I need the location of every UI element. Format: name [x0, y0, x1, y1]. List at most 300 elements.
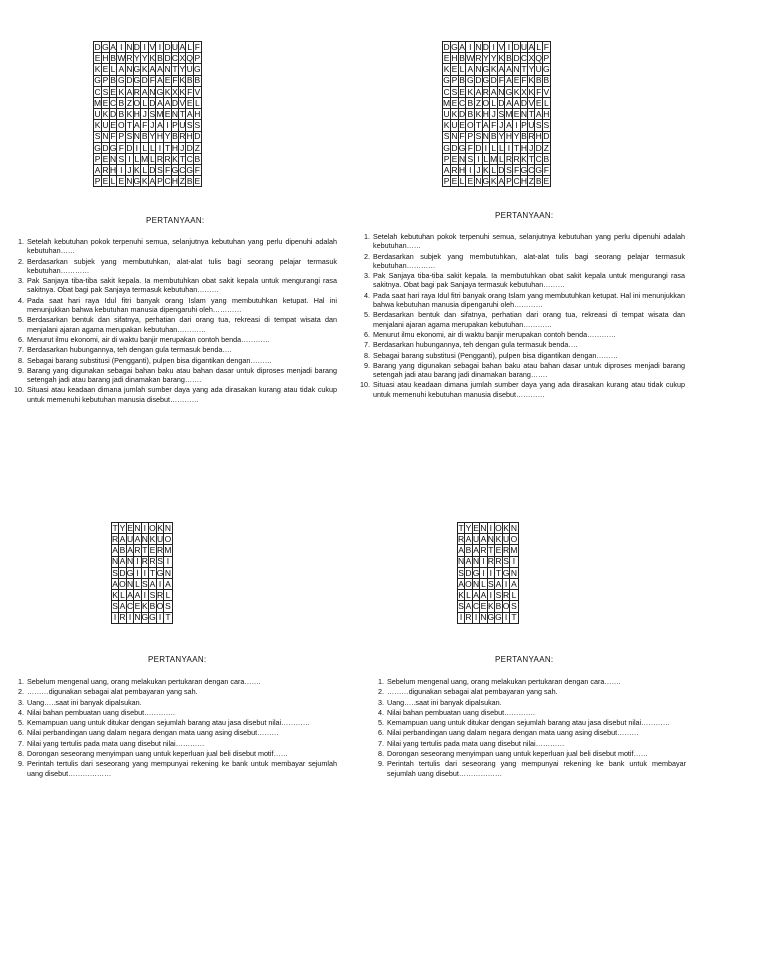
grid-cell: T — [495, 567, 502, 578]
grid-cell: Y — [119, 522, 126, 533]
grid-cell: A — [157, 75, 163, 86]
grid-cell: T — [126, 120, 133, 131]
grid-cell: S — [498, 108, 505, 119]
grid-cell: N — [126, 176, 133, 187]
question-number: 2. — [18, 687, 24, 697]
grid-cell: B — [194, 153, 201, 164]
grid-cell: A — [133, 120, 140, 131]
grid-cell: K — [157, 522, 163, 533]
grid-cell: A — [511, 578, 517, 589]
grid-cell: D — [164, 53, 171, 64]
grid-cell: S — [112, 601, 118, 612]
grid-cell: C — [535, 153, 542, 164]
grid-cell: P — [102, 75, 109, 86]
grid-cell: Y — [513, 131, 520, 142]
question-item — [12, 296, 337, 315]
grid-cell: F — [513, 164, 520, 175]
grid-cell: A — [119, 534, 126, 545]
grid-cell: B — [543, 153, 550, 164]
grid-cell: Y — [482, 53, 489, 64]
grid-cell: A — [112, 578, 118, 589]
grid-cell: T — [521, 64, 527, 75]
grid-cell: D — [164, 41, 171, 52]
grid-cell: A — [134, 589, 141, 600]
question-item — [12, 335, 337, 344]
question-text: Perintah tertulis dari seseorang yang mempunyai rekening ke bank untuk membayar sejumlah uang disebut……………… — [27, 759, 337, 778]
question-text: Berdasarkan hubungannya, teh dengan gula termasuk benda…. — [373, 340, 578, 350]
grid-cell: E — [543, 176, 550, 187]
grid-cell: E — [127, 522, 133, 533]
grid-cell: A — [165, 578, 171, 589]
grid-cell: S — [157, 164, 163, 175]
grid-cell: K — [528, 86, 535, 97]
grid-cell: O — [467, 120, 474, 131]
grid-cell: K — [141, 176, 148, 187]
grid-cell: K — [498, 53, 505, 64]
grid-cell: S — [149, 589, 156, 600]
grid-cell: U — [473, 534, 480, 545]
grid-cell: L — [194, 97, 200, 108]
grid-cell: U — [157, 534, 164, 545]
grid-cell: T — [112, 522, 118, 533]
grid-cell: I — [487, 523, 495, 534]
grid-cell: O — [156, 601, 164, 612]
grid-cell: R — [102, 164, 109, 175]
grid-cell: P — [467, 131, 474, 142]
grid-cell: X — [172, 86, 178, 97]
question-item — [358, 361, 685, 380]
question-text: Nilai bahan pembuatan uang disebut…………. — [387, 707, 535, 717]
grid-cell: H — [171, 142, 178, 153]
grid-cell: B — [535, 75, 542, 86]
question-item — [358, 291, 685, 310]
grid-cell: P — [443, 176, 450, 187]
grid-cell: E — [473, 522, 479, 533]
grid-cell: S — [165, 601, 171, 612]
grid-cell: U — [443, 108, 450, 119]
grid-cell: A — [535, 108, 542, 119]
grid-cell: S — [495, 589, 502, 600]
grid-cell: G — [94, 142, 101, 153]
grid-cell: R — [475, 53, 482, 64]
grid-cell: A — [134, 534, 141, 545]
grid-cell: K — [475, 108, 482, 119]
grid-cell: K — [488, 601, 494, 612]
grid-cell: O — [495, 522, 502, 533]
grid-cell: C — [94, 86, 101, 97]
grid-cell: F — [172, 75, 178, 86]
grid-cell: N — [164, 64, 171, 75]
grid-cell: T — [149, 567, 156, 578]
question-text: Sebagai barang substitusi (Pengganti), pulpen bisa digantikan dengan……… — [27, 355, 272, 365]
grid-cell: M — [510, 545, 518, 556]
grid-cell: S — [506, 164, 512, 175]
question-text: Pada saat hari raya Idul fitri banyak orang Islam yang membutuhkan ketupat. Hal ini menunjukkan bahwa kebutuhan manusia dipengaruhi oleh………… — [27, 295, 337, 315]
grid-cell: L — [511, 589, 517, 600]
grid-cell: O — [118, 120, 125, 131]
grid-cell: C — [171, 53, 178, 64]
grid-cell: F — [491, 120, 497, 131]
question-text: ………digunakan sebagai alat pembayaran yang sah. — [387, 687, 558, 697]
question-text: Nilai bahan pembuatan uang disebut…………. — [27, 707, 175, 717]
grid-cell: X — [521, 86, 527, 97]
grid-cell: D — [194, 131, 201, 142]
grid-cell: K — [482, 164, 489, 175]
grid-cell: B — [118, 108, 125, 119]
grid-cell: N — [164, 522, 172, 533]
grid-cell: B — [467, 97, 474, 108]
grid-row — [443, 131, 551, 142]
grid-cell: B — [149, 601, 156, 612]
grid-cell: K — [149, 53, 156, 64]
question-item — [372, 739, 686, 748]
question-item — [372, 677, 686, 686]
grid-cell: L — [491, 97, 497, 108]
grid-cell: Z — [179, 176, 185, 187]
question-text: Perintah tertulis dari seseorang yang mempunyai rekening ke bank untuk membayar sejumlah uang disebut……………… — [387, 759, 686, 778]
grid-cell: S — [511, 601, 517, 612]
grid-cell: G — [102, 41, 109, 52]
grid-cell: C — [443, 86, 450, 97]
grid-cell: G — [156, 86, 164, 97]
grid-cell: L — [498, 142, 504, 153]
grid-cell: P — [118, 131, 125, 142]
grid-cell: D — [535, 142, 542, 153]
grid-cell: I — [490, 42, 498, 53]
grid-cell: K — [490, 64, 497, 75]
question-text: Pak Sanjaya tiba-tiba sakit kepala. Ia membutuhkan obat sakit kepala untuk mengurangi rasa sakitnya. Obat bagi pak Sanjaya termasuk kebutuhan……… — [27, 276, 337, 295]
grid-cell: S — [186, 120, 193, 131]
grid-cell: F — [118, 142, 124, 153]
grid-cell: E — [102, 176, 109, 187]
question-text: Kemampuan uang untuk ditukar dengan sejumlah barang atau jasa disebut nilai………… — [387, 718, 670, 728]
grid-cell: S — [112, 567, 118, 578]
grid-cell: R — [487, 556, 494, 567]
grid-row — [94, 153, 202, 164]
grid-row — [458, 578, 519, 589]
grid-cell: T — [528, 108, 534, 119]
grid-cell: G — [505, 86, 513, 97]
question-item — [12, 687, 337, 696]
grid-cell: H — [102, 53, 109, 64]
grid-cell: D — [149, 164, 156, 175]
grid-cell: K — [118, 86, 125, 97]
grid-cell: I — [482, 142, 490, 153]
grid-cell: R — [465, 612, 472, 623]
grid-cell: F — [164, 164, 171, 175]
grid-cell: D — [186, 142, 193, 153]
grid-cell: I — [466, 42, 475, 53]
question-list — [358, 232, 685, 400]
grid-cell: K — [142, 601, 148, 612]
grid-cell: U — [535, 64, 542, 75]
question-item — [358, 232, 685, 251]
grid-cell: G — [194, 64, 201, 75]
grid-cell: A — [513, 97, 520, 108]
grid-cell: M — [94, 97, 102, 108]
question-text: Sebelum mengenal uang, orang melakukan pertukaran dengan cara……. — [387, 677, 621, 686]
grid-cell: R — [482, 86, 489, 97]
grid-row — [94, 131, 202, 142]
grid-cell: A — [127, 589, 133, 600]
grid-cell: I — [475, 153, 482, 164]
grid-cell: J — [491, 108, 496, 119]
grid-row — [458, 601, 519, 612]
grid-row — [94, 64, 202, 75]
grid-cell: W — [117, 53, 126, 64]
grid-cell: B — [543, 75, 550, 86]
question-item — [372, 708, 686, 717]
grid-cell: K — [490, 176, 497, 187]
grid-cell: P — [194, 53, 201, 64]
grid-cell: Y — [490, 53, 497, 64]
grid-cell: D — [475, 75, 482, 86]
question-number: 2. — [378, 687, 384, 697]
grid-cell: S — [458, 601, 464, 612]
grid-cell: D — [133, 41, 140, 52]
grid-cell: E — [451, 176, 458, 187]
grid-cell: I — [126, 612, 134, 623]
question-item — [12, 276, 337, 295]
grid-cell: T — [513, 142, 520, 153]
grid-row — [443, 75, 551, 86]
grid-cell: H — [186, 131, 193, 142]
grid-cell: F — [194, 41, 200, 52]
grid-cell: C — [458, 97, 466, 108]
grid-cell: H — [133, 108, 140, 119]
grid-cell: E — [467, 176, 474, 187]
grid-cell: L — [481, 578, 486, 589]
grid-cell: E — [451, 64, 458, 75]
grid-cell: P — [172, 120, 178, 131]
grid-cell: M — [505, 108, 513, 119]
grid-cell: B — [157, 53, 163, 64]
grid-cell: R — [157, 545, 164, 556]
grid-cell: U — [503, 534, 510, 545]
question-text: Pada saat hari raya Idul fitri banyak orang Islam yang membutuhkan ketupat. Hal ini menunjukkan bahwa kebutuhan manusia dipengaruhi oleh………… — [373, 290, 685, 310]
grid-cell: Z — [126, 97, 133, 108]
question-number: 8. — [364, 350, 370, 360]
word-search-grid — [457, 522, 519, 624]
grid-row — [443, 153, 551, 164]
grid-cell: A — [157, 97, 163, 108]
grid-cell: A — [186, 108, 193, 119]
question-list — [12, 237, 337, 405]
question-list — [372, 677, 686, 779]
grid-cell: E — [186, 97, 193, 108]
grid-cell: S — [467, 153, 474, 164]
question-item — [372, 687, 686, 696]
grid-cell: N — [475, 41, 482, 52]
grid-cell: R — [528, 131, 535, 142]
grid-cell: U — [528, 120, 535, 131]
grid-cell: K — [528, 75, 535, 86]
grid-cell: A — [528, 41, 535, 52]
grid-cell: A — [164, 97, 171, 108]
grid-row — [94, 86, 202, 97]
grid-cell: N — [127, 578, 134, 589]
grid-cell: I — [134, 556, 141, 567]
grid-cell: B — [186, 176, 193, 187]
grid-row — [443, 176, 551, 187]
questions-title: PERTANYAAN: — [495, 211, 554, 220]
grid-cell: A — [149, 64, 156, 75]
grid-cell: H — [194, 108, 201, 119]
grid-cell: I — [141, 523, 149, 534]
grid-row — [443, 53, 551, 64]
question-number: 3. — [364, 271, 370, 281]
grid-cell: D — [94, 41, 101, 52]
question-number: 6. — [18, 334, 24, 344]
question-number: 9. — [378, 759, 384, 769]
grid-cell: L — [543, 97, 549, 108]
grid-row — [94, 75, 202, 86]
question-item — [12, 677, 337, 686]
grid-cell: P — [94, 153, 101, 164]
question-text: Pak Sanjaya tiba-tiba sakit kepala. Ia membutuhkan obat sakit kepala untuk mengurangi rasa sakitnya. Obat bagi pak Sanjaya termasuk kebutuhan……… — [373, 271, 685, 290]
grid-cell: I — [133, 142, 141, 153]
grid-cell: G — [443, 75, 450, 86]
grid-cell: I — [513, 120, 520, 131]
questions-title: PERTANYAAN: — [148, 655, 207, 664]
grid-cell: L — [142, 142, 148, 153]
grid-cell: E — [110, 120, 116, 131]
grid-cell: N — [109, 153, 117, 164]
grid-cell: E — [495, 545, 502, 556]
grid-cell: G — [520, 164, 528, 175]
grid-cell: B — [110, 53, 116, 64]
grid-cell: F — [467, 142, 473, 153]
grid-cell: N — [458, 153, 466, 164]
grid-cell: G — [482, 176, 490, 187]
grid-cell: A — [490, 86, 497, 97]
question-item — [358, 252, 685, 271]
grid-cell: I — [164, 120, 171, 131]
grid-row — [458, 556, 519, 567]
grid-cell: Y — [149, 131, 156, 142]
question-text: Berdasarkan hubungannya, teh dengan gula termasuk benda…. — [27, 345, 232, 355]
grid-cell: E — [134, 601, 141, 612]
grid-cell: I — [156, 612, 164, 623]
grid-cell: O — [482, 97, 490, 108]
grid-cell: N — [480, 522, 487, 533]
grid-cell: N — [458, 556, 465, 567]
grid-cell: W — [466, 53, 475, 64]
grid-cell: Y — [164, 131, 171, 142]
grid-cell: F — [142, 120, 148, 131]
question-number: 10. — [360, 380, 370, 390]
grid-cell: S — [503, 556, 509, 567]
grid-cell: U — [171, 41, 178, 52]
grid-cell: C — [528, 164, 535, 175]
question-item — [12, 698, 337, 707]
grid-cell: F — [536, 86, 542, 97]
grid-row — [443, 97, 551, 108]
question-item — [372, 749, 686, 758]
grid-cell: L — [149, 142, 155, 153]
grid-cell: A — [94, 164, 101, 175]
question-number: 8. — [378, 749, 384, 759]
grid-cell: R — [513, 153, 520, 164]
grid-cell: D — [171, 97, 178, 108]
grid-cell: F — [194, 164, 200, 175]
question-item — [358, 380, 685, 399]
word-search-grid — [93, 41, 202, 187]
grid-cell: C — [473, 601, 480, 612]
grid-cell: S — [118, 153, 125, 164]
grid-cell: L — [110, 176, 116, 187]
grid-cell: N — [134, 522, 141, 533]
grid-cell: I — [466, 165, 475, 176]
question-item — [358, 310, 685, 329]
grid-cell: E — [102, 97, 109, 108]
question-number: 10. — [14, 385, 24, 395]
grid-cell: H — [520, 176, 527, 187]
question-number: 5. — [364, 310, 370, 320]
grid-cell: B — [465, 545, 472, 556]
grid-cell: H — [451, 53, 458, 64]
grid-row — [94, 120, 202, 131]
grid-cell: N — [133, 131, 140, 142]
grid-cell: G — [467, 75, 474, 86]
question-text: Setelah kebutuhan pokok terpenuhi semua, selanjutnya kebutuhan yang perlu dipenuhi adalah kebutuhan…… — [27, 237, 337, 256]
grid-cell: N — [475, 176, 482, 187]
grid-cell: Y — [465, 522, 472, 533]
grid-cell: V — [194, 86, 201, 97]
grid-cell: A — [465, 556, 472, 567]
grid-row — [94, 53, 202, 64]
grid-cell: C — [109, 97, 117, 108]
grid-cell: H — [505, 131, 512, 142]
grid-row — [443, 109, 551, 120]
question-number: 1. — [18, 677, 24, 686]
grid-cell: I — [480, 556, 487, 567]
grid-cell: F — [149, 75, 155, 86]
grid-row — [94, 42, 202, 53]
question-text: Berdasarkan bentuk dan sifatnya, perhatian dari orang tua, rekreasi di tempat wisata dan menjalani ajaran agama merupakan kebutuhan………… — [27, 315, 337, 334]
grid-cell: R — [156, 153, 163, 164]
grid-cell: R — [495, 556, 502, 567]
question-number: 6. — [378, 728, 384, 738]
grid-cell: I — [156, 578, 164, 589]
word-search-grid — [111, 522, 173, 624]
grid-cell: I — [487, 567, 495, 578]
grid-cell: A — [480, 534, 487, 545]
grid-cell: I — [156, 42, 164, 53]
grid-cell: S — [475, 131, 482, 142]
grid-cell: I — [502, 612, 510, 623]
grid-cell: L — [459, 64, 465, 75]
grid-cell: R — [503, 545, 510, 556]
grid-cell: J — [499, 120, 504, 131]
grid-cell: D — [149, 97, 156, 108]
grid-cell: H — [482, 108, 489, 119]
question-text: Dorongan seseorang menyimpan uang untuk keperluan jual beli disebut motif…… — [387, 749, 648, 759]
grid-cell: H — [171, 176, 178, 187]
grid-cell: Q — [186, 53, 193, 64]
grid-cell: L — [498, 153, 504, 164]
grid-cell: G — [109, 142, 117, 153]
grid-row — [443, 142, 551, 153]
grid-cell: U — [127, 534, 134, 545]
grid-cell: L — [466, 589, 471, 600]
grid-cell: B — [194, 75, 201, 86]
grid-cell: D — [482, 41, 489, 52]
question-number: 7. — [18, 345, 24, 355]
grid-cell: G — [451, 41, 458, 52]
question-number: 4. — [18, 707, 24, 717]
grid-cell: D — [141, 75, 148, 86]
